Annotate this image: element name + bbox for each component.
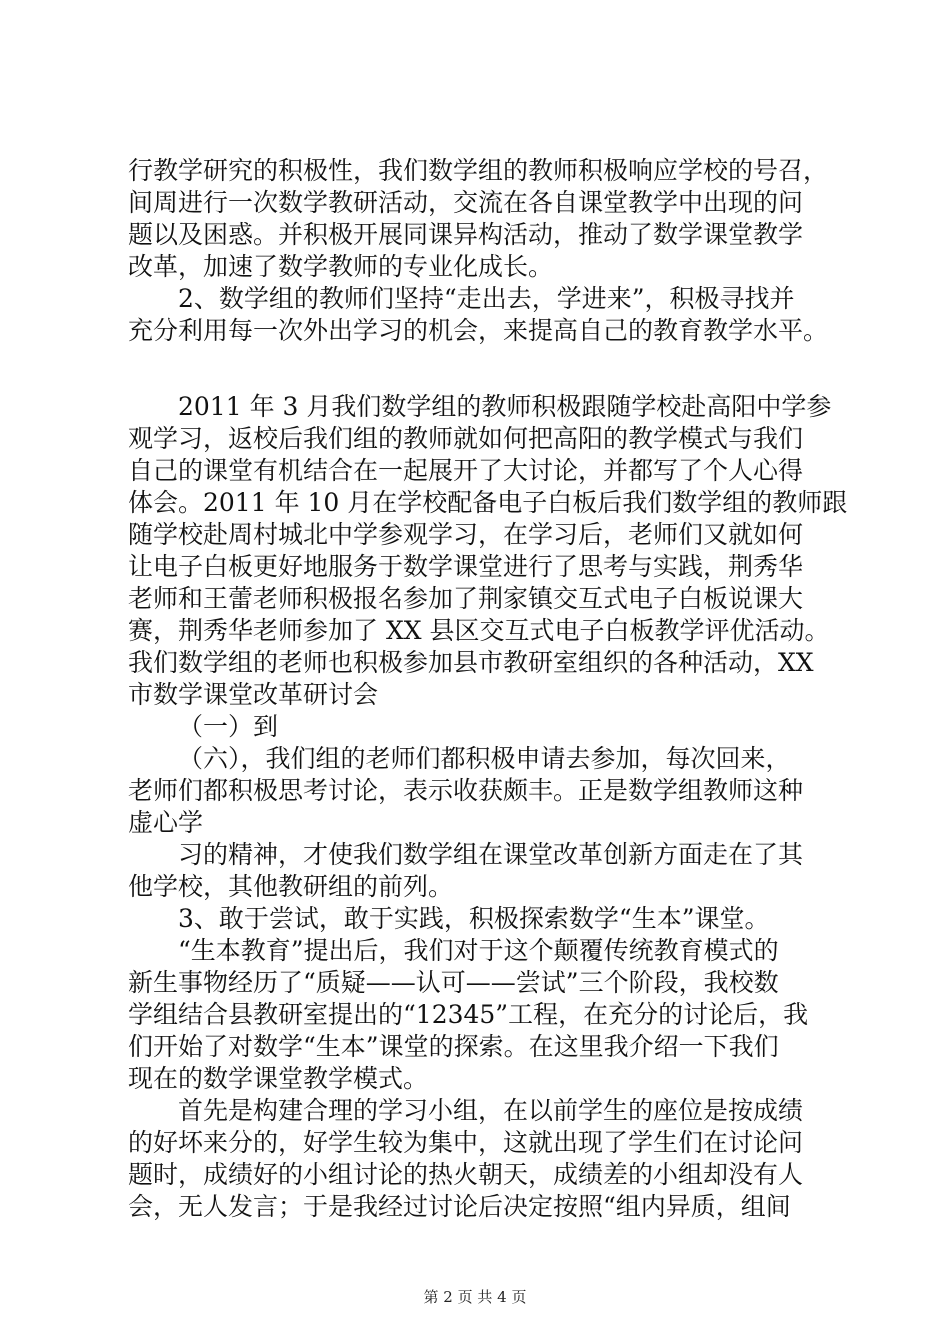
paragraph-line: 现在的数学课堂教学模式。: [128, 1064, 429, 1093]
paragraph-line: 他学校，其他教研组的前列。: [128, 872, 454, 901]
paragraph-line: 的好坏来分的，好学生较为集中，这就出现了学生们在讨论问: [128, 1128, 804, 1157]
paragraph-line: 虚心学: [128, 808, 204, 837]
paragraph-line: 题时，成绩好的小组讨论的热火朝天，成绩差的小组却没有人: [128, 1160, 804, 1189]
paragraph-line: 我们数学组的老师也积极参加县市教研室组织的各种活动，XX: [128, 648, 814, 677]
paragraph-line: 新生事物经历了“质疑——认可——尝试”三个阶段，我校数: [128, 968, 779, 997]
paragraph-line: 让电子白板更好地服务于数学课堂进行了思考与实践，荆秀华: [128, 552, 804, 581]
paragraph-line: 观学习，返校后我们组的教师就如何把高阳的教学模式与我们: [128, 424, 804, 453]
paragraph-line: 习的精神，才使我们数学组在课堂改革创新方面走在了其: [178, 840, 804, 869]
paragraph-line: （六），我们组的老师们都积极申请去参加，每次回来，: [178, 744, 791, 773]
paragraph-line: 题以及困惑。并积极开展同课异构活动，推动了数学课堂教学: [128, 220, 804, 249]
paragraph-line: 首先是构建合理的学习小组，在以前学生的座位是按成绩: [178, 1096, 804, 1125]
paragraph-line: “生本教育”提出后，我们对于这个颠覆传统教育模式的: [178, 936, 779, 965]
paragraph-line: 2、数学组的教师们坚持“走出去，学进来”，积极寻找并: [178, 284, 795, 313]
paragraph-line: 赛，荆秀华老师参加了 XX 县区交互式电子白板教学评优活动。: [128, 616, 830, 645]
paragraph-line: 老师和王蕾老师积极报名参加了荆家镇交互式电子白板说课大: [128, 584, 804, 613]
paragraph-line: 3、敢于尝试，敢于实践，积极探索数学“生本”课堂。: [178, 904, 770, 933]
paragraph-line: 老师们都积极思考讨论，表示收获颇丰。正是数学组教师这种: [128, 776, 804, 805]
paragraph-line: 学组结合县教研室提出的“12345”工程，在充分的讨论后，我: [128, 1000, 809, 1029]
paragraph-line: 改革，加速了数学教师的专业化成长。: [128, 252, 554, 281]
paragraph-line: 体会。2011 年 10 月在学校配备电子白板后我们数学组的教师跟: [128, 488, 848, 517]
paragraph-line: 会，无人发言；于是我经过讨论后决定按照“组内异质，组间: [128, 1192, 791, 1221]
paragraph-line: 间周进行一次数学教研活动，交流在各自课堂教学中出现的问: [128, 188, 804, 217]
paragraph-line: 随学校赴周村城北中学参观学习，在学习后，老师们又就如何: [128, 520, 804, 549]
paragraph-line: 自己的课堂有机结合在一起展开了大讨论，并都写了个人心得: [128, 456, 804, 485]
paragraph-line: 市数学课堂改革研讨会: [128, 680, 379, 709]
paragraph-line: （一）到: [178, 712, 279, 741]
paragraph-line: 行教学研究的积极性，我们数学组的教师积极响应学校的号召，: [128, 156, 829, 185]
paragraph-line: 们开始了对数学“生本”课堂的探索。在这里我介绍一下我们: [128, 1032, 779, 1061]
page-number-footer: 第 2 页 共 4 页: [423, 1288, 527, 1306]
paragraph-line: 2011 年 3 月我们数学组的教师积极跟随学校赴高阳中学参: [178, 392, 832, 421]
paragraph-line: 充分利用每一次外出学习的机会，来提高自己的教育教学水平。: [128, 316, 829, 345]
